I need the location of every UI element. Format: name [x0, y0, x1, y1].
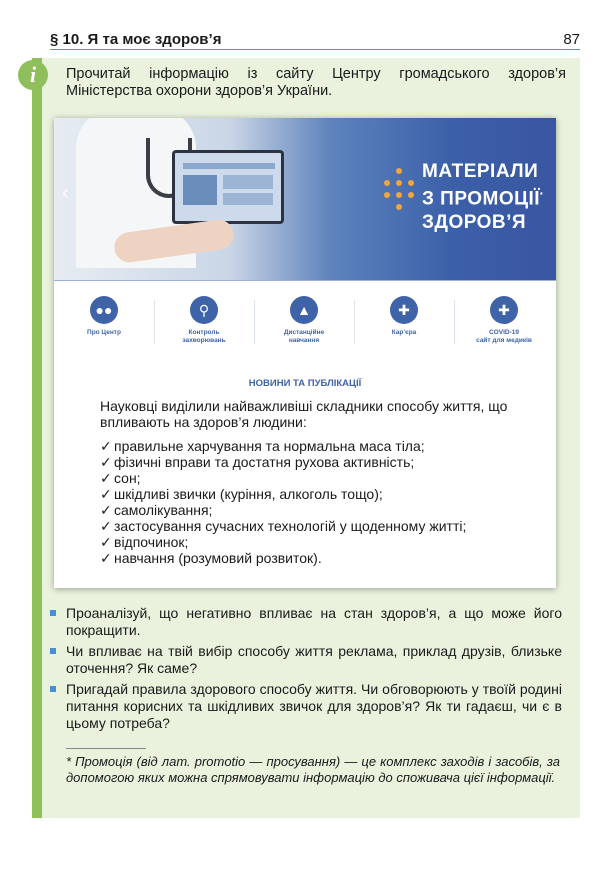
- footnote-mark: *: [540, 192, 544, 199]
- panel-stripe: [32, 58, 42, 818]
- checkmark-icon: ✓: [100, 454, 112, 470]
- handshake-icon: ✚: [390, 296, 418, 324]
- bullet-square-icon: [50, 610, 56, 616]
- carousel-prev-icon[interactable]: ‹: [62, 182, 69, 204]
- menu-label: COVID-19 сайт для медиків: [476, 329, 532, 344]
- checkmark-icon: ✓: [100, 502, 112, 518]
- people-icon: ●●: [90, 296, 118, 324]
- section-title: § 10. Я та моє здоров’я: [50, 31, 222, 48]
- bullet-square-icon: [50, 648, 56, 654]
- list-item: ✓ шкідливі звички (куріння, алкоголь тощо);: [100, 486, 383, 502]
- banner-title-line: З ПРОМОЦІЇ: [422, 188, 541, 210]
- list-item: ✓ сон;: [100, 470, 141, 486]
- list-item: ✓ фізичні вправи та достатня рухова активність;: [100, 454, 415, 470]
- question-item: Чи впливає на твій вибір способу життя реклама, приклад друзів, близьке оточення? Як саме?: [48, 643, 562, 677]
- website-screenshot: [54, 118, 556, 588]
- menu-item-career[interactable]: [354, 296, 454, 356]
- list-item: ✓ навчання (розумовий розвиток).: [100, 550, 322, 566]
- footnote: * Промоція (від лат. promotio — просування) — це комплекс заходів і засобів, за допомогою яких можна спрямовувати інформацію до споживача цієї інформації.: [66, 754, 560, 785]
- menu-item-covid[interactable]: [454, 296, 554, 356]
- banner-title: [422, 160, 543, 235]
- menu-label: Дистанційне навчання: [283, 329, 325, 344]
- checkmark-icon: ✓: [100, 470, 112, 486]
- laptop-image: [172, 150, 284, 224]
- menu-label: Контроль захворювань: [182, 329, 226, 344]
- list-item: ✓ застосування сучасних технологій у щоденному житті;: [100, 518, 467, 534]
- page-header: [50, 30, 580, 50]
- news-text: Науковці виділили найважливіші складники способу життя, що впливають на здоров’я людини:: [100, 398, 508, 430]
- menu-item-about[interactable]: [54, 296, 154, 356]
- question-item: Пригадай правила здорового способу життя. Чи обговорюють у твоїй родині питання корисних та шкідливих звичок для здоров’я? Як ти гадаєш, чи є в цьому потреба?: [48, 681, 562, 732]
- list-item: ✓ самолікування;: [100, 502, 213, 518]
- list-item: ✓ відпочинок;: [100, 534, 189, 550]
- menu-label: Кар’єра: [391, 329, 417, 336]
- news-heading: НОВИНИ ТА ПУБЛІКАЦІЇ: [248, 378, 362, 389]
- checkmark-icon: ✓: [100, 534, 112, 550]
- checkmark-icon: ✓: [100, 486, 112, 502]
- info-icon: i: [18, 60, 48, 90]
- question-item: Проаналізуй, що негативно впливає на стан здоров’я, а що може його покращити.: [48, 605, 562, 639]
- banner-title-line: МАТЕРІАЛИ: [422, 161, 539, 182]
- magnifier-virus-icon: ⚲: [190, 296, 218, 324]
- page-number: 87: [563, 31, 580, 48]
- questions-list: [48, 605, 562, 736]
- graduation-cap-icon: ▲: [290, 296, 318, 324]
- checkmark-icon: ✓: [100, 518, 112, 534]
- menu-item-distance-learning[interactable]: [254, 296, 354, 356]
- list-item: ✓ правильне харчування та нормальна маса тіла;: [100, 438, 425, 454]
- lifestyle-checklist: [100, 438, 540, 566]
- banner-title-line: ЗДОРОВ’Я: [422, 212, 527, 234]
- site-menu: [54, 296, 556, 356]
- medic-icon: ✚: [490, 296, 518, 324]
- bullet-square-icon: [50, 686, 56, 692]
- checkmark-icon: ✓: [100, 550, 112, 566]
- dots-logo-icon: [384, 168, 414, 222]
- menu-label: Про Центр: [87, 329, 121, 336]
- checkmark-icon: ✓: [100, 438, 112, 454]
- intro-text: Прочитай інформацію із сайту Центру громадського здоров’я Міністерства охорони здоров’я України.: [66, 66, 566, 99]
- menu-item-disease-control[interactable]: [154, 296, 254, 356]
- footnote-divider: [66, 748, 146, 749]
- banner-divider: [54, 280, 556, 281]
- site-banner: [54, 118, 556, 280]
